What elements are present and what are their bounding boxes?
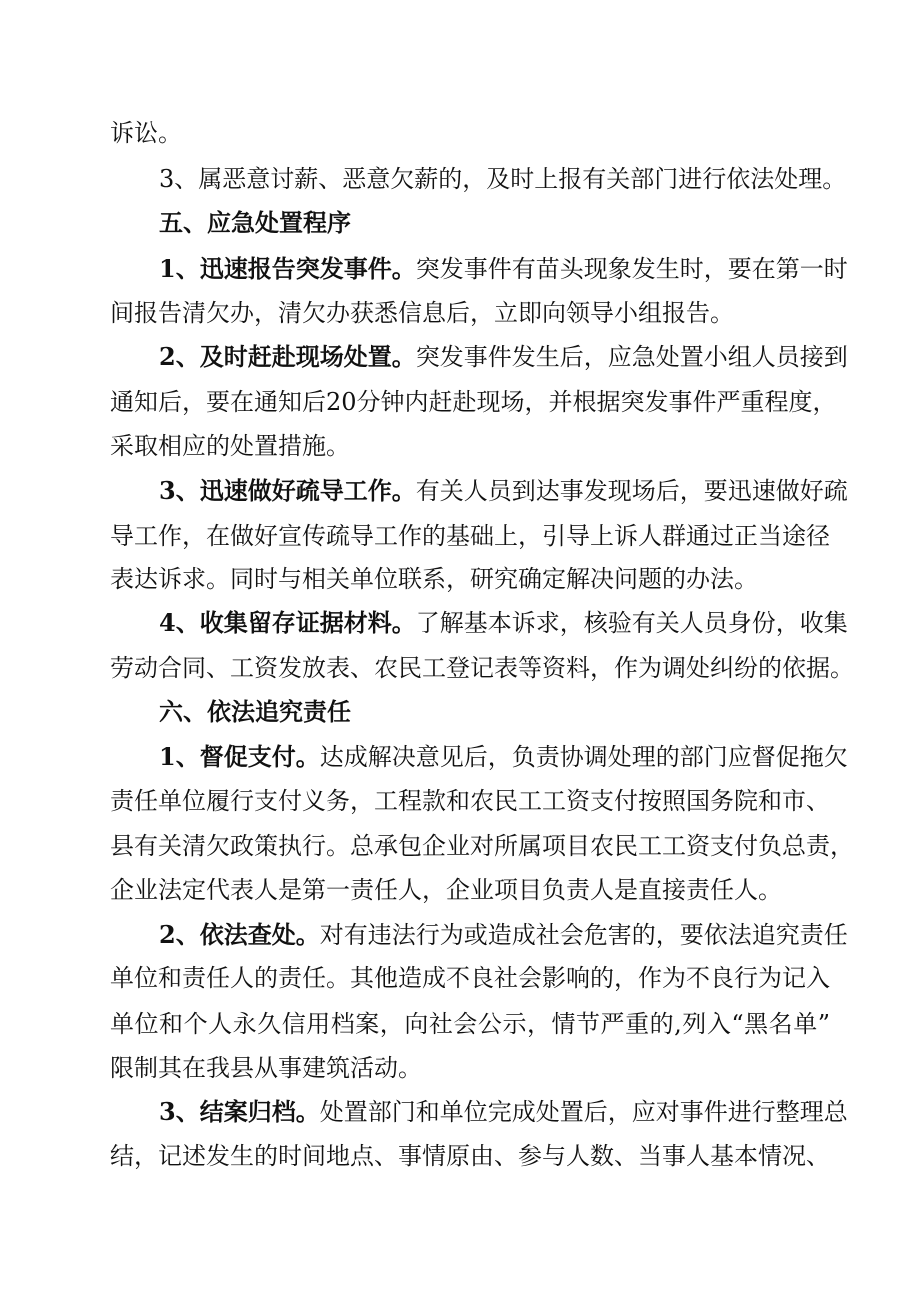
- paragraph-line: 诉讼。: [110, 119, 182, 147]
- paragraph-line: 单位和个人永久信用档案，向社会公示，情节严重的,列入“黑名单”: [110, 1010, 830, 1038]
- paragraph-line: 单位和责任人的责任。其他造成不良社会影响的，作为不良行为记入: [110, 964, 830, 992]
- section-heading-6: 六、依法追究责任: [159, 697, 351, 726]
- paragraph-line: 1、督促支付。达成解决意见后，负责协调处理的部门应督促拖欠: [159, 742, 848, 771]
- paragraph-line: 1、迅速报告突发事件。突发事件有苗头现象发生时，要在第一时: [159, 254, 848, 283]
- paragraph-line: 导工作，在做好宣传疏导工作的基础上，引导上诉人群通过正当途径: [110, 522, 830, 550]
- paragraph-line: 4、收集留存证据材料。了解基本诉求，核验有关人员身份，收集: [159, 608, 848, 637]
- paragraph-line: 责任单位履行支付义务，工程款和农民工工资支付按照国务院和市、: [110, 787, 830, 815]
- paragraph-line: 县有关清欠政策执行。总承包企业对所属项目农民工工资支付负总责，: [110, 832, 854, 860]
- item-lead: 2、及时赶赴现场处置。: [159, 342, 416, 371]
- paragraph-line: 采取相应的处置措施。: [110, 432, 350, 460]
- item-lead: 3、迅速做好疏导工作。: [159, 476, 416, 505]
- paragraph-line: 3、属恶意讨薪、恶意欠薪的，及时上报有关部门进行依法处理。: [159, 165, 847, 193]
- item-lead: 3、结案归档。: [159, 1097, 320, 1126]
- paragraph-line: 结，记述发生的时间地点、事情原由、参与人数、当事人基本情况、: [110, 1142, 830, 1170]
- item-lead: 1、督促支付。: [159, 742, 320, 771]
- paragraph-line: 企业法定代表人是第一责任人，企业项目负责人是直接责任人。: [110, 876, 782, 904]
- item-lead: 4、收集留存证据材料。: [159, 608, 416, 637]
- paragraph-line: 3、结案归档。处置部门和单位完成处置后，应对事件进行整理总: [159, 1097, 848, 1126]
- paragraph-line: 3、迅速做好疏导工作。有关人员到达事发现场后，要迅速做好疏: [159, 476, 848, 505]
- paragraph-line: 2、依法查处。对有违法行为或造成社会危害的，要依法追究责任: [159, 920, 848, 949]
- paragraph-line: 间报告清欠办，清欠办获悉信息后，立即向领导小组报告。: [110, 299, 734, 327]
- paragraph-line: 限制其在我县从事建筑活动。: [110, 1054, 422, 1082]
- paragraph-line: 表达诉求。同时与相关单位联系，研究确定解决问题的办法。: [110, 565, 758, 593]
- paragraph-line: 通知后，要在通知后20分钟内赶赴现场，并根据突发事件严重程度，: [110, 388, 837, 416]
- section-heading-5: 五、应急处置程序: [159, 208, 351, 237]
- paragraph-line: 2、及时赶赴现场处置。突发事件发生后，应急处置小组人员接到: [159, 342, 848, 371]
- item-lead: 1、迅速报告突发事件。: [159, 254, 416, 283]
- item-lead: 2、依法查处。: [159, 920, 320, 949]
- paragraph-line: 劳动合同、工资发放表、农民工登记表等资料，作为调处纠纷的依据。: [110, 654, 854, 682]
